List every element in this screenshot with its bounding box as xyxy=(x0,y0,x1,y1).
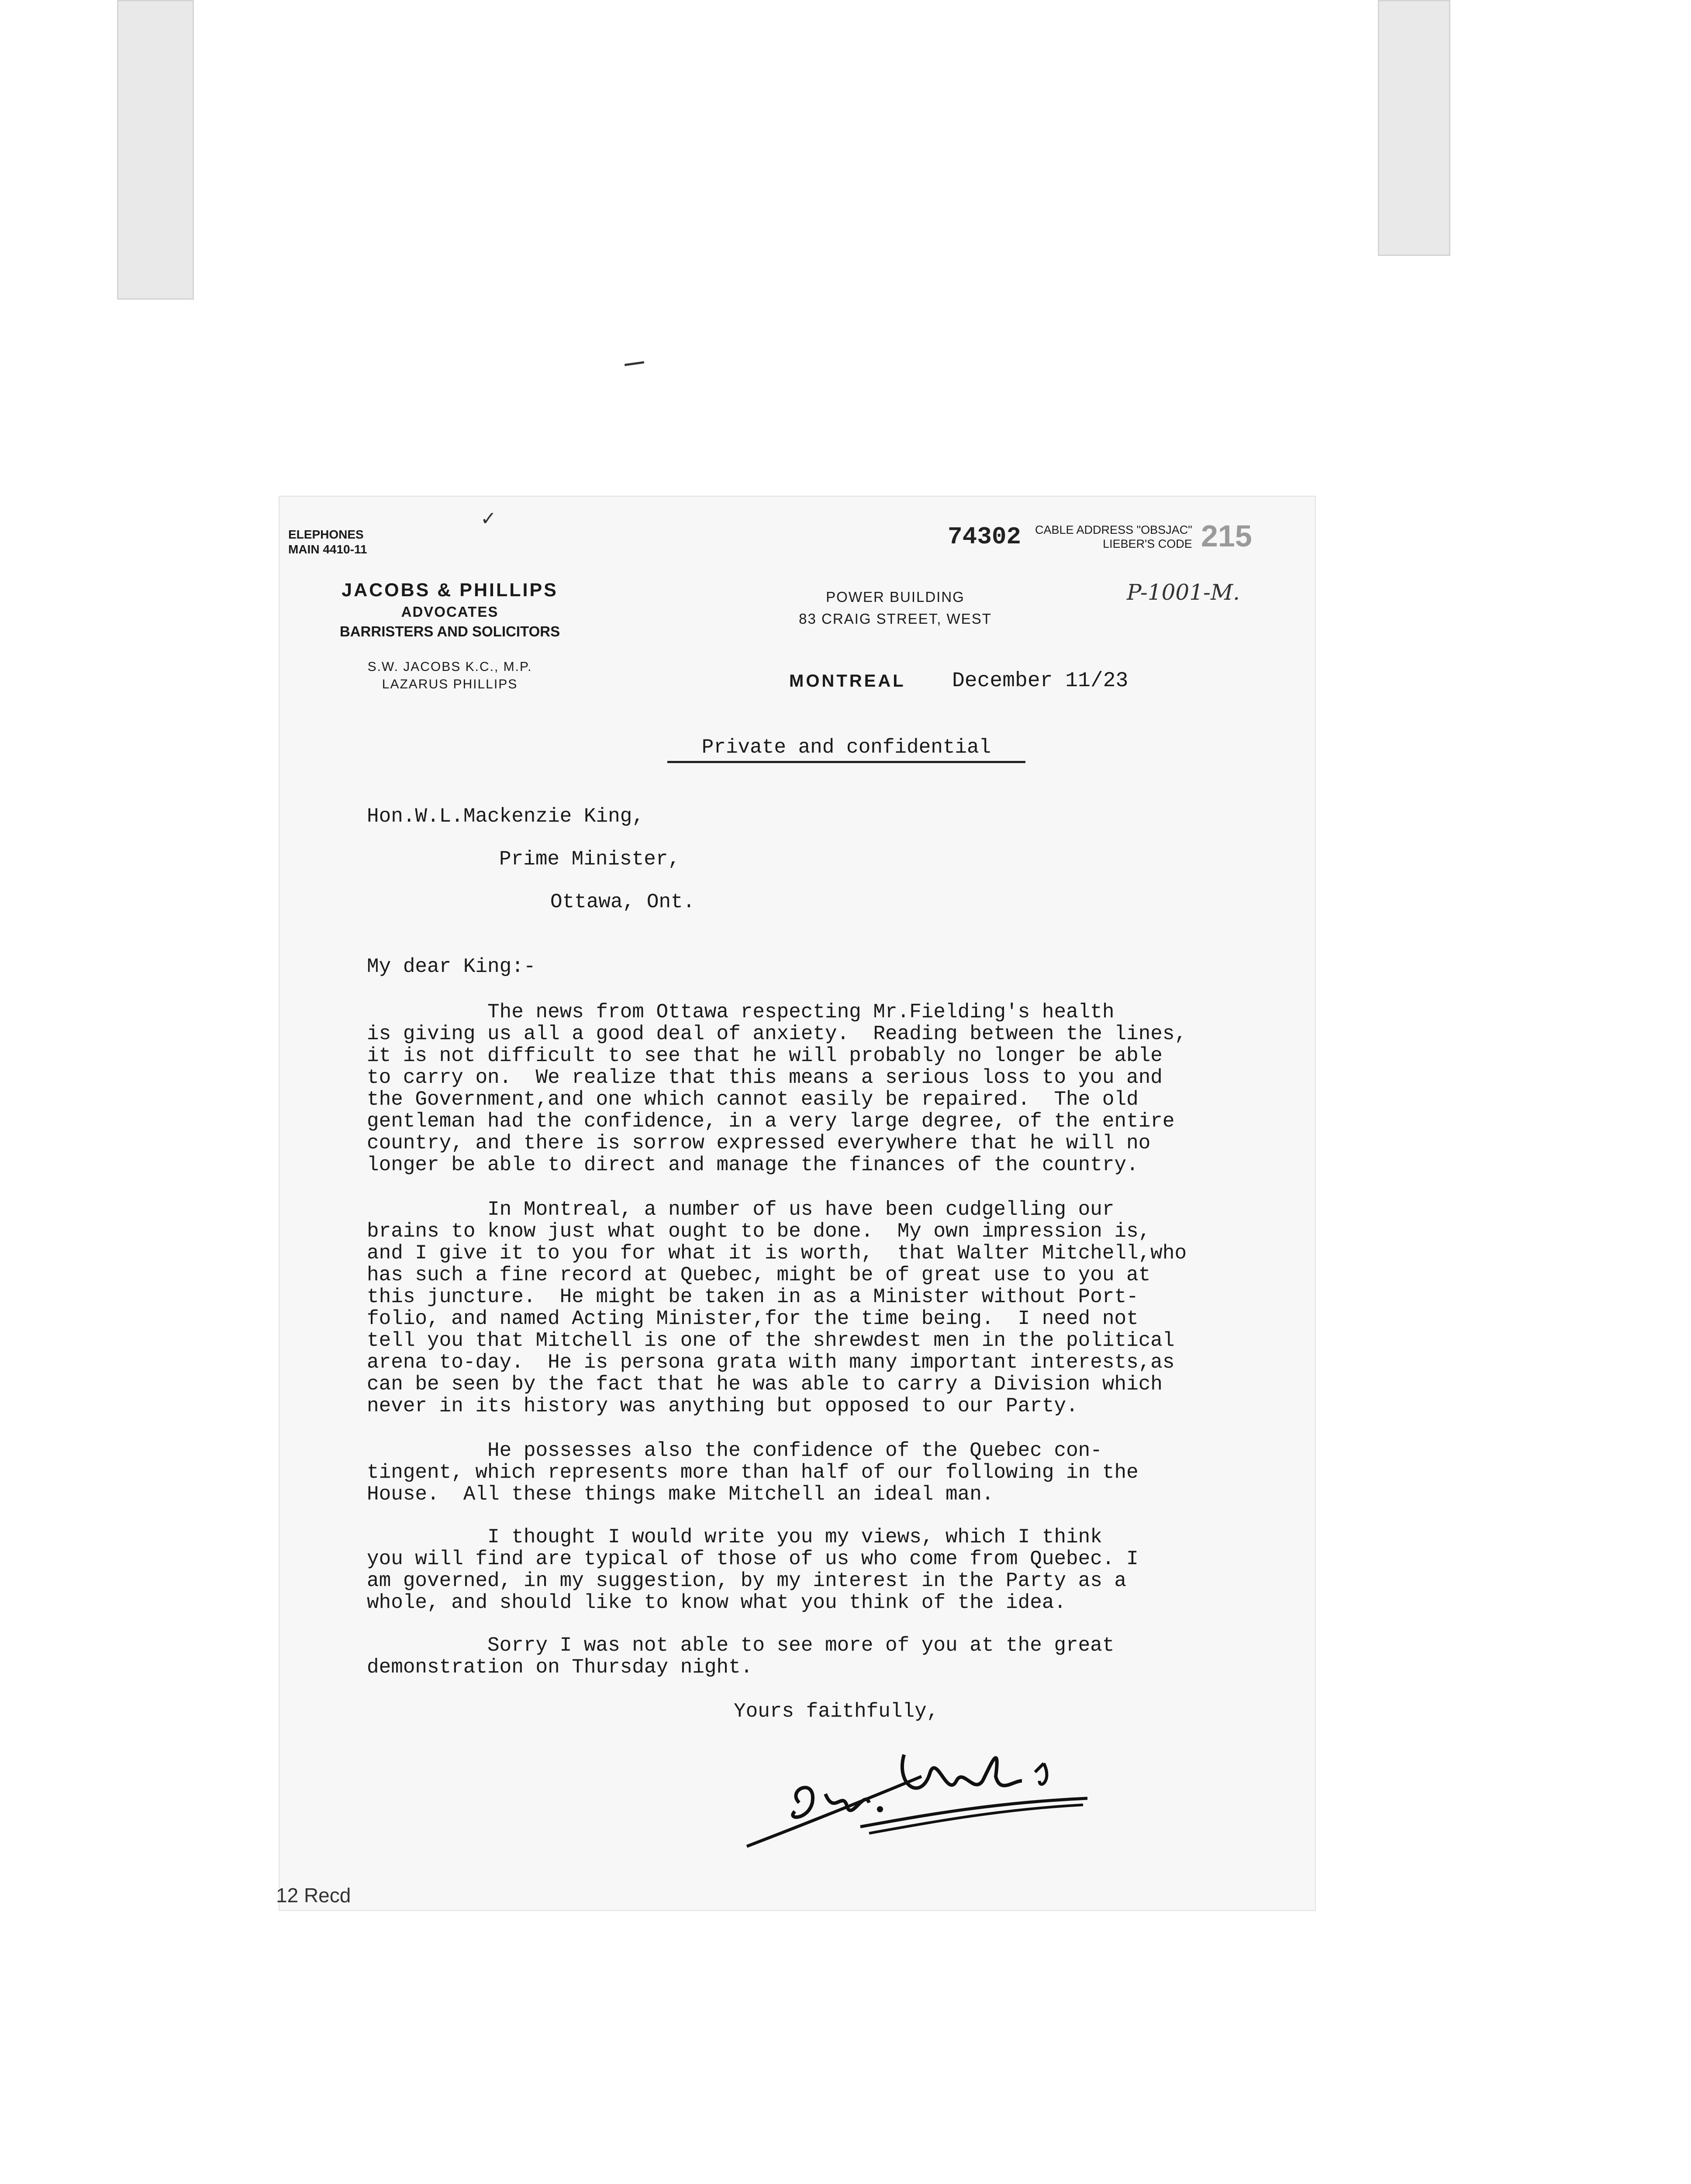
mounting-tape-right xyxy=(1378,0,1450,256)
addressee-line-2: Prime Minister, xyxy=(499,848,680,871)
mounting-tape-left xyxy=(117,0,194,300)
file-number: 74302 xyxy=(948,523,1022,551)
salutation: My dear King:- xyxy=(367,955,536,978)
signature xyxy=(738,1715,1096,1864)
letter-date: December 11/23 xyxy=(952,669,1128,693)
telephones-label: ELEPHONES xyxy=(288,528,364,541)
addressee-line-3: Ottawa, Ont. xyxy=(550,891,695,913)
paragraph-5: Sorry I was not able to see more of you at the great demonstration on Thursday night. xyxy=(367,1634,1115,1679)
paragraph-1: The news from Ottawa respecting Mr.Fielding's health is giving us all a good deal of anxiety. Reading between the lines, it is not difficult to see that he will probably no longer be able to carry on. We realize that this means a serious loss to you and the Government,and one which cannot easily be repaired. The old gentleman had the confidence, in a very large degree, of the entire country, and there is sorrow expressed everywhere that he will no longer be able to direct and manage the finances of the country. xyxy=(367,1001,1187,1176)
partner-1: S.W. JACOBS K.C., M.P. xyxy=(367,660,532,674)
paragraph-3: He possesses also the confidence of the Quebec con- tingent, which represents more than half of our following in the House. All these things make Mitchell an ideal man. xyxy=(367,1439,1139,1506)
building-name: POWER BUILDING xyxy=(826,589,965,605)
firm-name: JACOBS & PHILLIPS xyxy=(342,580,558,601)
tick-mark: ✓ xyxy=(480,509,497,531)
cable-address-label: CABLE ADDRESS "OBSJAC" xyxy=(1035,523,1192,536)
privacy-underline xyxy=(667,761,1025,763)
stray-mark xyxy=(625,361,644,366)
privacy-heading: Private and confidential xyxy=(701,736,991,759)
code-label: LIEBER'S CODE xyxy=(1103,537,1192,550)
phone-number: MAIN 4410-11 xyxy=(288,543,367,556)
letter-page xyxy=(276,496,1316,1911)
paragraph-4: I thought I would write you my views, which I think you will find are typical of those of us who come from Quebec. I am governed, in my suggestion, by my interest in the Party as a whole, and should like to know what you think of the idea. xyxy=(367,1526,1139,1614)
cable-address xyxy=(1035,523,1192,551)
received-note: 12 Recd xyxy=(276,1884,351,1907)
city: MONTREAL xyxy=(789,671,906,691)
firm-role-2: BARRISTERS AND SOLICITORS xyxy=(339,623,560,639)
reference-note: P-1001-M. xyxy=(1127,580,1240,605)
addressee-line-1: Hon.W.L.Mackenzie King, xyxy=(367,805,644,828)
closing: Yours faithfully, xyxy=(734,1700,939,1723)
paragraph-2: In Montreal, a number of us have been cudgelling our brains to know just what ought to be done. My own impression is, and I give it to you for what it is worth, that Walter Mitchell,who has such a fine record at Quebec, might be of great use to you at this juncture. He might be taken in as a Minister without Port- folio, and named Acting Minister,for the time being. I need not tell you that Mitchell is one of the shrewdest men in the political arena to-day. He is persona grata with many important interests,as can be seen by the fact that he was able to carry a Division which never in its history was anything but opposed to our Party. xyxy=(367,1198,1187,1417)
letterhead-telephones xyxy=(288,527,367,557)
partner-2: LAZARUS PHILLIPS xyxy=(382,677,518,691)
street-address: 83 CRAIG STREET, WEST xyxy=(799,611,992,627)
building-address xyxy=(782,586,1009,630)
partners xyxy=(314,658,585,693)
page-stamp: 215 xyxy=(1201,519,1252,553)
firm-role: ADVOCATES xyxy=(401,604,499,620)
